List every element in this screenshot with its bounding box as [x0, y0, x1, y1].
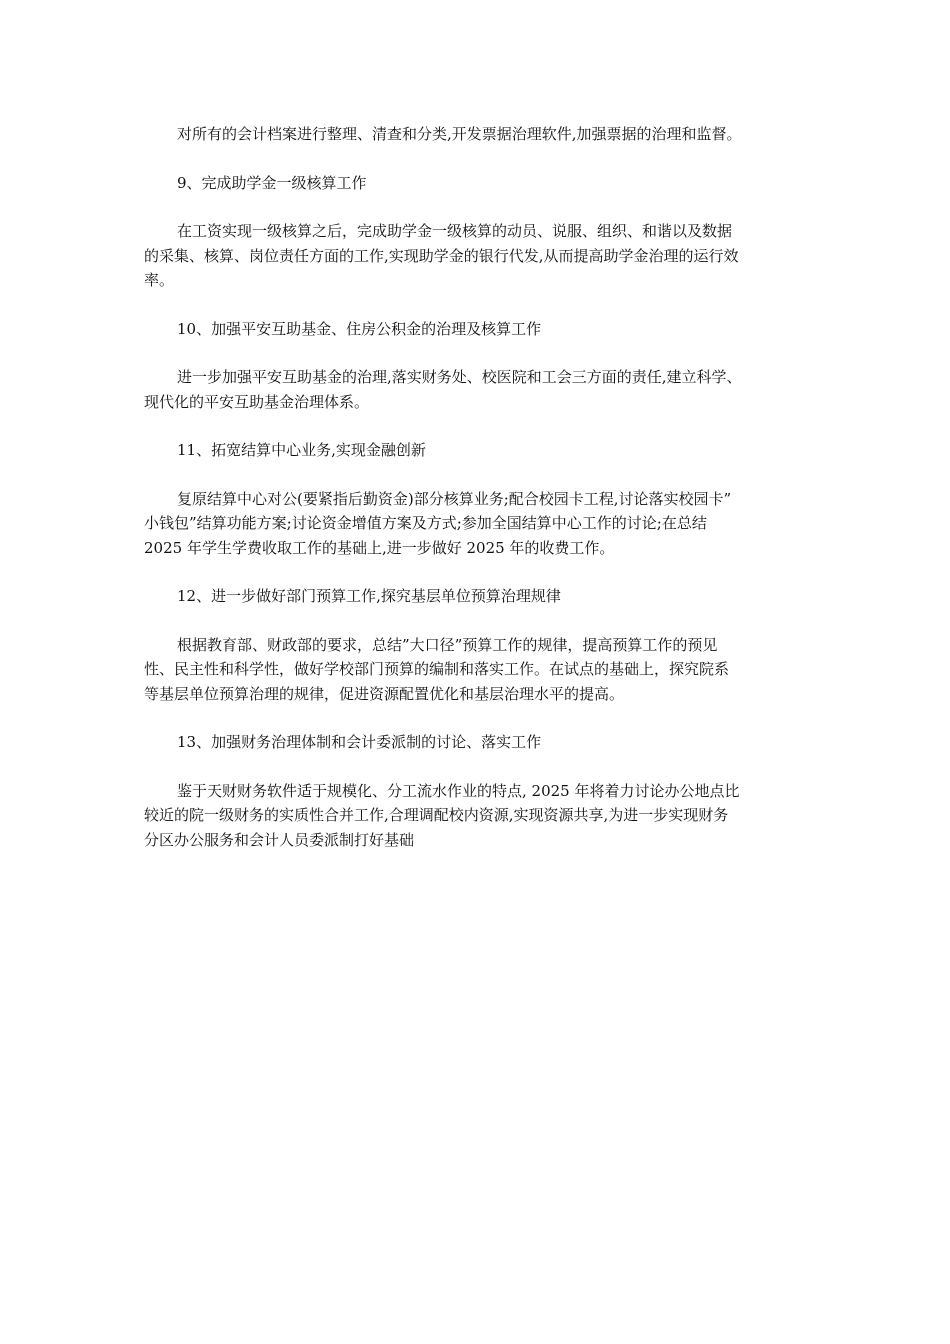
- text-line: 鉴于天财财务软件适于规模化、分工流水作业的特点, 2025 年将着力讨论办公地点比: [177, 781, 740, 800]
- heading-item-10: [144, 317, 806, 342]
- text-line: 性、民主性和科学性，做好学校部门预算的编制和落实工作。在试点的基础上，探究院系: [144, 660, 730, 678]
- paragraph-archives: [144, 122, 806, 147]
- text-line: 复原结算中心对公(要紧指后勤资金)部分核算业务;配合校园卡工程,讨论落实校园卡”: [177, 489, 732, 508]
- text-line: 13、加强财务治理体制和会计委派制的讨论、落实工作: [177, 733, 542, 751]
- paragraph-item-9: [144, 219, 806, 293]
- text-line: 的采集、核算、岗位责任方面的工作,实现助学金的银行代发,从而提高助学金治理的运行效: [144, 246, 739, 265]
- text-line: 较近的院一级财务的实质性合并工作,合理调配校内资源,实现资源共享,为进一步实现财务: [144, 806, 729, 824]
- text-line: 11、拓宽结算中心业务,实现金融创新: [177, 441, 426, 459]
- text-line: 根据教育部、财政部的要求，总结”大口径”预算工作的规律，提高预算工作的预见: [177, 635, 718, 654]
- heading-item-13: [144, 730, 806, 755]
- heading-item-11: [144, 438, 806, 463]
- heading-item-9: [144, 171, 806, 196]
- text-line: 对所有的会计档案进行整理、清查和分类,开发票据治理软件,加强票据的治理和监督。: [177, 125, 742, 143]
- text-line: 2025 年学生学费收取工作的基础上,进一步做好 2025 年的收费工作。: [144, 538, 615, 557]
- text-line: 9、完成助学金一级核算工作: [177, 173, 367, 192]
- paragraph-item-12: [144, 633, 806, 707]
- text-line: 进一步加强平安互助基金的治理,落实财务处、校医院和工会三方面的责任,建立科学、: [177, 368, 742, 386]
- text-line: 等基层单位预算治理的规律，促进资源配置优化和基层治理水平的提高。: [144, 684, 625, 703]
- text-line: 分区办公服务和会计人员委派制打好基础: [144, 830, 415, 849]
- paragraph-item-11: [144, 487, 806, 561]
- text-line: 10、加强平安互助基金、住房公积金的治理及核算工作: [177, 319, 542, 338]
- text-line: 在工资实现一级核算之后，完成助学金一级核算的动员、说服、组织、和谐以及数据: [177, 222, 733, 240]
- paragraph-item-10: [144, 365, 806, 414]
- text-line: 率。: [144, 271, 175, 289]
- text-line: 12、进一步做好部门预算工作,探究基层单位预算治理规律: [177, 587, 561, 605]
- paragraph-item-13: [144, 779, 806, 853]
- text-line: 现代化的平安互助基金治理体系。: [144, 392, 370, 411]
- text-line: 小钱包”结算功能方案;讨论资金增值方案及方式;参加全国结算中心工作的讨论;在总结: [144, 514, 707, 532]
- heading-item-12: [144, 584, 806, 609]
